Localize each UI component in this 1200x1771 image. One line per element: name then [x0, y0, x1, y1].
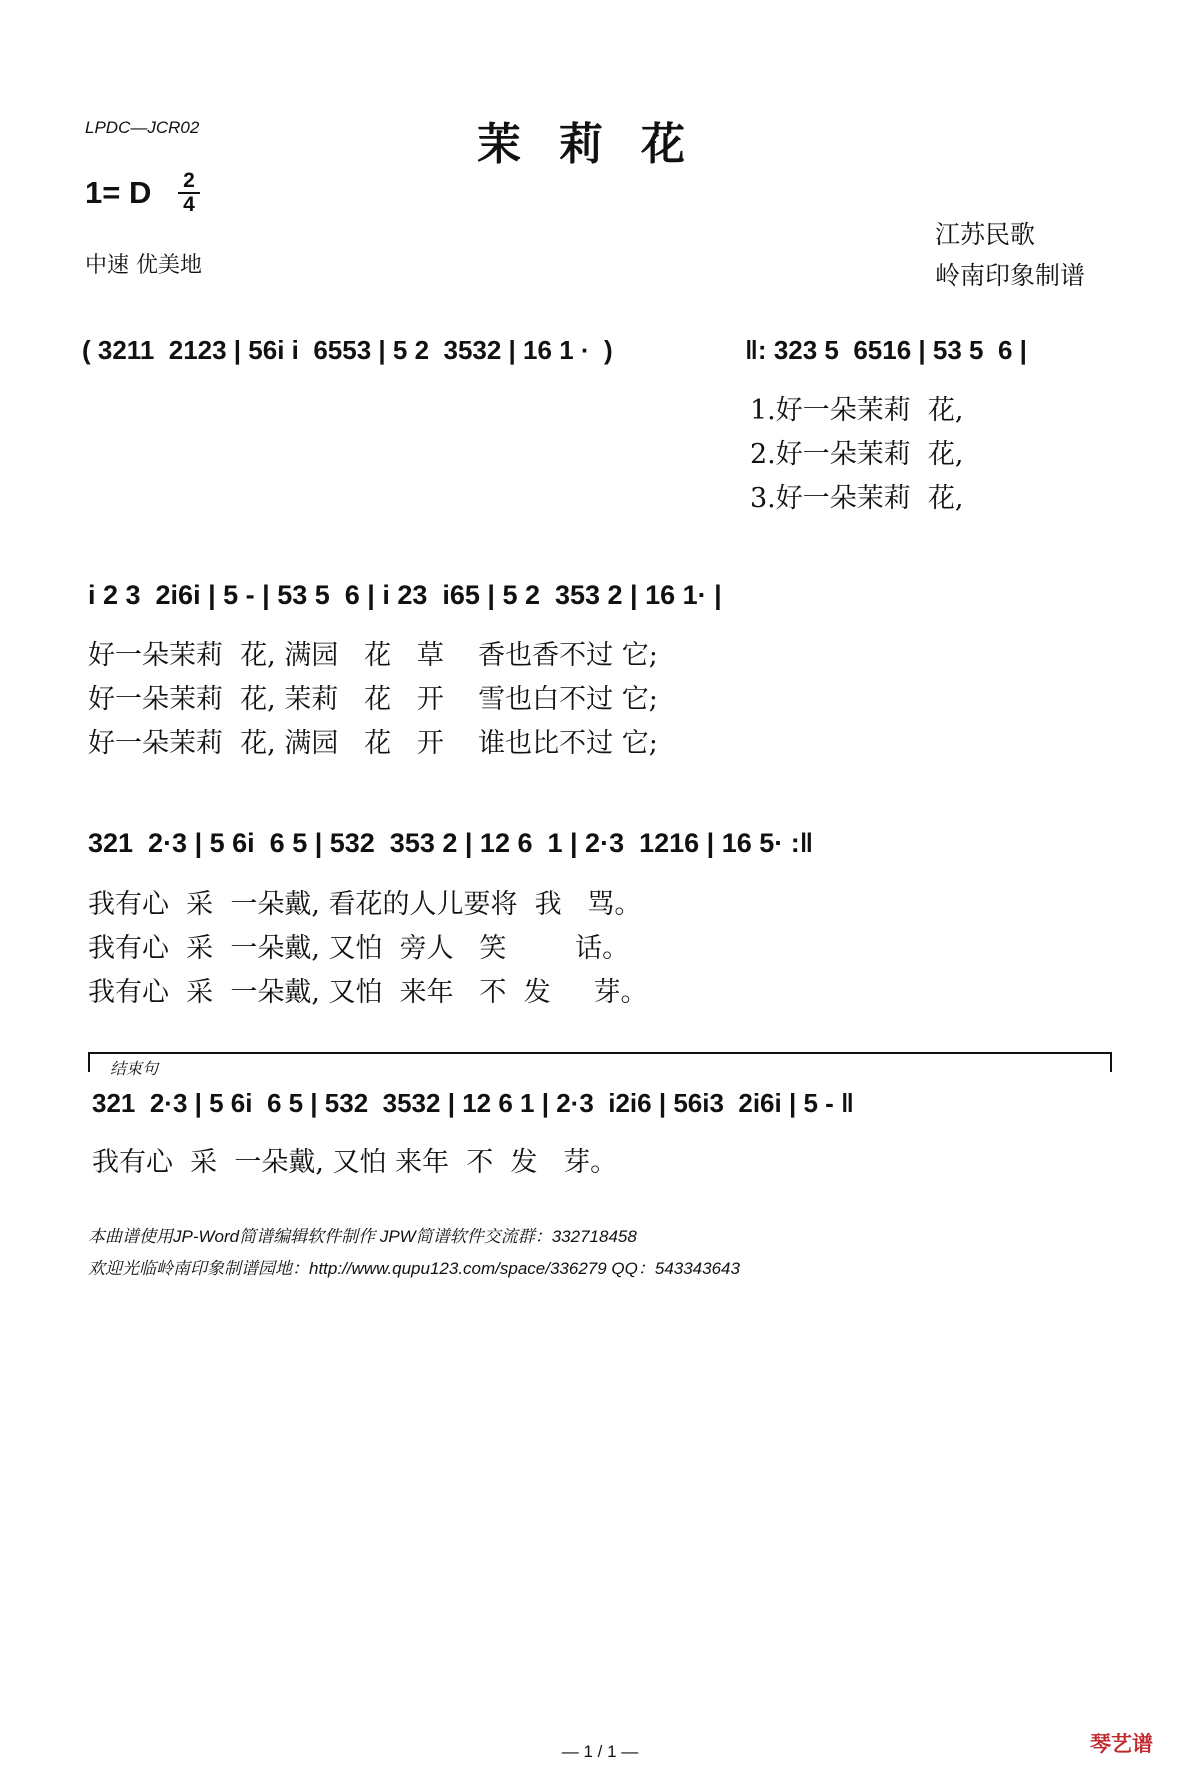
line-3-lyric-verse-3: 我有心 采 一朵戴, 又怕 来年 不 发 芽。 [88, 977, 648, 1008]
key-signature: 1= D [85, 175, 152, 210]
line-3-lyric-verse-1: 我有心 采 一朵戴, 看花的人儿要将 我 骂。 [88, 889, 642, 920]
coda-bracket [88, 1052, 1112, 1072]
time-signature-bottom: 4 [183, 193, 195, 216]
line-2-lyric-verse-3: 好一朵茉莉 花, 满园 花 开 谁也比不过 它; [88, 728, 658, 759]
footer-software-note: 本曲谱使用JP-Word简谱编辑软件制作 JPW简谱软件交流群：332718458 [88, 1227, 637, 1246]
line-2-lyric-verse-2: 好一朵茉莉 花, 茉莉 花 开 雪也白不过 它; [88, 684, 658, 715]
verse-2-intro-lyric: 2.好一朵茉莉 花, [750, 439, 964, 470]
time-signature [178, 170, 200, 216]
line-4-lyric: 我有心 采 一朵戴, 又怕 来年 不 发 芽。 [92, 1147, 618, 1178]
footer-website-note: 欢迎光临岭南印象制谱园地：http://www.qupu123.com/space/336279 QQ：543343643 [88, 1259, 740, 1278]
coda-label: 结束句 [110, 1059, 159, 1078]
page-number: — 1 / 1 — [561, 1742, 639, 1761]
staff-line-1-main: ‖: 323 5 6516 | 53 5 6 | [745, 335, 1027, 365]
verse-3-intro-lyric: 3.好一朵茉莉 花, [750, 483, 964, 514]
origin-credit: 江苏民歌 [935, 220, 1036, 249]
arranger-credit: 岭南印象制谱 [935, 261, 1086, 290]
staff-line-1-intro: ( 3211 2123 | 56i i 6553 | 5 2 3532 | 16 1 · ) [82, 335, 613, 365]
site-logo: 琴艺谱 [1090, 1732, 1153, 1756]
score-code: LPDC—JCR02 [85, 118, 200, 137]
staff-line-2: i 2 3 2i6i | 5 - | 53 5 6 | i 23 i65 | 5 2 353 2 | 16 1· | [88, 580, 722, 610]
verse-1-intro-lyric: 1.好一朵茉莉 花, [750, 395, 964, 426]
page-title: 茉莉花 [477, 119, 723, 170]
staff-line-4: 321 2·3 | 5 6i 6 5 | 532 3532 | 12 6 1 | 2·3 i2i6 | 56i3 2i6i | 5 - ‖ [92, 1088, 854, 1118]
time-signature-top: 2 [183, 169, 195, 192]
line-2-lyric-verse-1: 好一朵茉莉 花, 满园 花 草 香也香不过 它; [88, 640, 658, 671]
tempo-marking: 中速 优美地 [85, 253, 202, 278]
staff-line-3: 321 2·3 | 5 6i 6 5 | 532 353 2 | 12 6 1 | 2·3 1216 | 16 5· :‖ [88, 828, 814, 858]
line-3-lyric-verse-2: 我有心 采 一朵戴, 又怕 旁人 笑 话。 [88, 933, 630, 964]
